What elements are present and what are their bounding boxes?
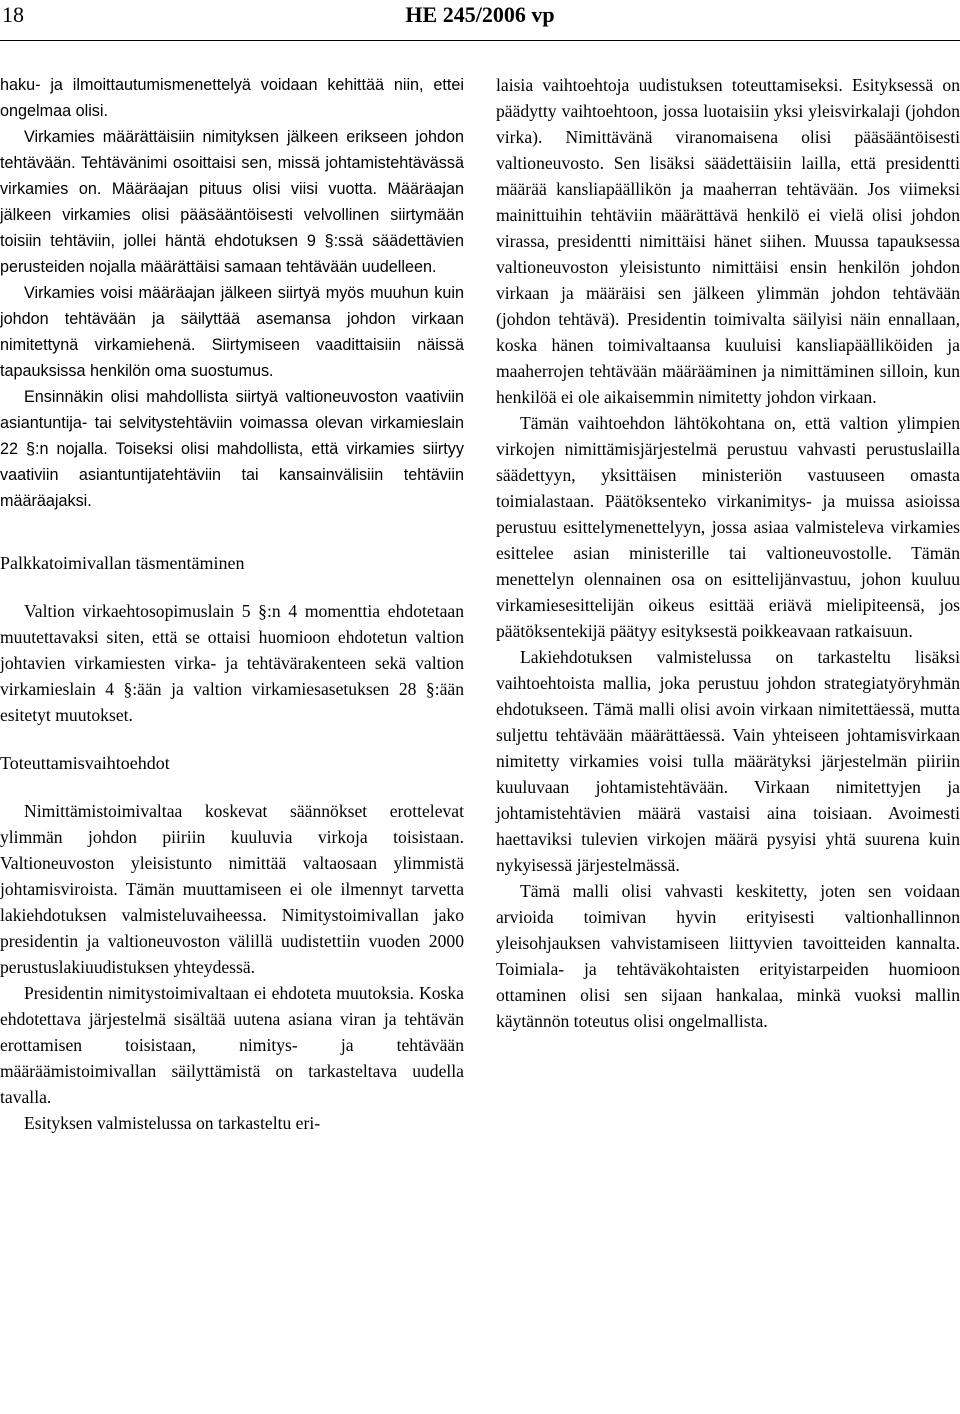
left-column (0, 72, 464, 1136)
paragraph: Tämän vaihtoehdon lähtökohtana on, että valtion ylimpien virkojen nimittämisjärjestelmä perustuu vahvasti perustuslailla säädettyyn, yksittäisen ministeriön vastuuseen omasta toimialastaan. Päätöksenteko virkanimitys- ja muissa asioissa perustuu esittelymenettelyyn, jossa asiaa valmisteleva virkamies esittelee asian ministerille tai valtioneuvostolle. Tämän menettelyn olennainen osa on esittelijänvastuu, johon kuuluu virkamiesesittelijän oikeus esittää eriävä mielipiteensä, jos päätöksentekijä päätyy esityksestä poikkeavaan ratkaisuun. (496, 413, 960, 641)
paragraph: Presidentin nimitystoimivaltaan ei ehdoteta muutoksia. Koska ehdotettava järjestelmä sisältää uutena asiana viran ja tehtävän erottamisen toisistaan, nimitys- ja tehtävään määräämistoimivallan säilyttämistä on tarkasteltava uudella tavalla. (0, 983, 464, 1107)
paragraph: haku- ja ilmoittautumismenettelyä voidaan kehittää niin, ettei ongelmaa olisi. (0, 76, 464, 120)
right-column (496, 72, 960, 1034)
section-heading: Palkkatoimivallan täsmentäminen (0, 553, 245, 573)
section-heading: Toteuttamisvaihtoehdot (0, 753, 170, 773)
paragraph: Virkamies voisi määräajan jälkeen siirtyä myös muuhun kuin johdon tehtävään ja säilyttää asemansa johdon virkaan nimitettynä virkamiehenä. Siirtymiseen vaadittaisiin näissä tapauksissa henkilön oma suostumus. (0, 284, 464, 380)
paragraph: Virkamies määrättäisiin nimityksen jälkeen erikseen johdon tehtävään. Tehtävänimi osoittaisi sen, missä johtamistehtävässä virkamies on. Määräajan pituus olisi viisi vuotta. Määräajan jälkeen virkamies olisi pääsääntöisesti velvollinen siirtymään toisiin tehtäviin, jollei häntä ehdotuksen 9 §:ssä säädettävien perusteiden nojalla määrättäisi samaan tehtävään uudelleen. (0, 128, 464, 276)
paragraph: laisia vaihtoehtoja uudistuksen toteuttamiseksi. Esityksessä on päädytty vaihtoehtoon, jossa luotaisiin yksi yleisvirkalaji (johdon virka). Nimittävänä viranomaisena olisi pääsääntöisesti valtioneuvosto. Sen lisäksi säädettäisiin lailla, että presidentti määrää kansliapäällikön ja maaherran tehtävään. Jos viimeksi mainittuihin tehtäviin määrättävä henkilö ei vielä olisi johdon virassa, presidentti nimittäisi hänet siihen. Muussa tapauksessa valtioneuvoston yleisistunto nimittäisi ensin henkilön johdon virkaan ja määräisi sen jälkeen ylimmän johdon tehtävään (johdon tehtävä). Presidentin toimivalta säilyisi näin ennallaan, koska hänen toimivaltaansa kuuluisi kansliapäälliköiden ja maaherrojen tehtävään määrääminen ja nimittäminen silloin, kun henkilöä ei ole aikaisemmin nimitetty johdon virkaan. (496, 75, 960, 407)
paragraph: Lakiehdotuksen valmistelussa on tarkasteltu lisäksi vaihtoehtoista mallia, joka perustuu johdon strategiatyöryhmän ehdotukseen. Tämä malli olisi avoin virkaan nimitettäessä, mutta suljettu tehtävään määrättäessä. Vain yhteiseen johtamisvirkaan nimitetty virkamies voisi tulla määrätyksi järjestelmän piiriin kuuluvaan johtamistehtävään. Virkaan nimitettyjen ja johtamistehtävien määrä vastaisi aina toisiaan. Avoimesti haettaviksi tulevien virkojen määrä pysyisi yhtä suurena kuin nykyisessä järjestelmässä. (496, 647, 960, 875)
paragraph: Valtion virkaehtosopimuslain 5 §:n 4 momenttia ehdotetaan muutettavaksi siten, että se ottaisi huomioon ehdotetun valtion johtavien virkamiesten virka- ja tehtävärakenteen sekä valtion virkamieslain 4 §:ään ja valtion virkamiesasetuksen 28 §:ään esitetyt muutokset. (0, 601, 464, 725)
paragraph: Ensinnäkin olisi mahdollista siirtyä valtioneuvoston vaativiin asiantuntija- tai selvitystehtäviin voimassa olevan virkamieslain 22 §:n nojalla. Toiseksi olisi mahdollista, että virkamies siirtyy vaativiin asiantuntijatehtäviin tai kansainvälisiin tehtäviin määräajaksi. (0, 388, 464, 510)
paragraph: Esityksen valmistelussa on tarkasteltu eri- (24, 1113, 321, 1133)
document-id: HE 245/2006 vp (405, 2, 555, 27)
page-header (0, 0, 960, 40)
paragraph: Tämä malli olisi vahvasti keskitetty, joten sen voidaan arvioida toimivan hyvin erityisesti valtionhallinnon yleisohjauksen vahvistamiseen liittyvien tavoitteiden kannalta. Toimiala- ja tehtäväkohtaisten erityistarpeiden huomioon ottaminen olisi sen sijaan hankalaa, minkä vuoksi mallin käytännön toteutus olisi ongelmallista. (496, 881, 960, 1031)
paragraph: Nimittämistoimivaltaa koskevat säännökset erottelevat ylimmän johdon piiriin kuuluvia virkoja toisistaan. Valtioneuvoston yleisistunto nimittää valtaosaan ylimmistä johtamisviroista. Tämän muuttamiseen ei ole ilmennyt tarvetta lakiehdotuksen valmisteluvaiheessa. Nimitystoimivallan jako presidentin ja valtioneuvoston välillä uudistettiin vuoden 2000 perustuslakiuudistuksen yhteydessä. (0, 801, 464, 977)
header-rule (0, 40, 960, 41)
page-number: 18 (2, 2, 24, 27)
